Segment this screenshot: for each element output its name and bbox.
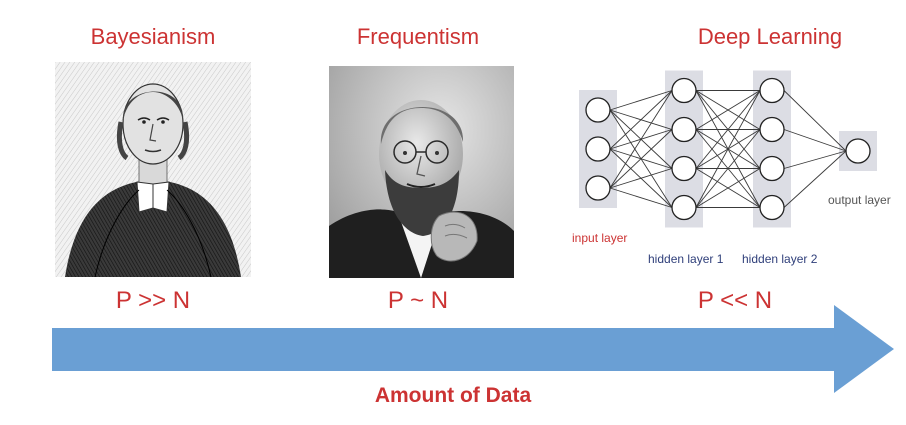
- network-node-layer-1: [672, 196, 696, 220]
- ratio-bayesianism: P >> N: [115, 287, 191, 314]
- title-frequentism: Frequentism: [356, 24, 480, 49]
- fisher-portrait: [329, 66, 514, 278]
- network-node-layer-2: [760, 79, 784, 103]
- network-node-layer-1: [672, 157, 696, 181]
- amount-of-data-caption: Amount of Data: [374, 384, 532, 407]
- bayes-portrait: [55, 62, 251, 277]
- network-node-layer-0: [586, 137, 610, 161]
- network-edge: [610, 188, 672, 208]
- title-deep-learning: Deep Learning: [697, 24, 843, 49]
- network-edge: [610, 169, 672, 189]
- network-node-layer-2: [760, 196, 784, 220]
- network-edge: [784, 130, 846, 152]
- input-layer-label: input layer: [572, 231, 628, 245]
- ratio-deep-learning: P << N: [697, 287, 773, 314]
- network-edge: [610, 130, 672, 189]
- network-node-layer-2: [760, 118, 784, 142]
- network-node-layer-2: [760, 157, 784, 181]
- network-node-layer-1: [672, 118, 696, 142]
- arrow-shape: [52, 305, 894, 393]
- network-node-layer-0: [586, 176, 610, 200]
- network-edges: [610, 91, 846, 208]
- network-node-layer-1: [672, 79, 696, 103]
- network-node-layer-0: [586, 98, 610, 122]
- hidden-layer-2-label: hidden layer 2: [742, 252, 818, 266]
- network-edge: [610, 91, 672, 189]
- ratio-frequentism: P ~ N: [387, 287, 449, 314]
- network-edge: [610, 91, 672, 111]
- network-edge: [784, 91, 846, 152]
- network-node-layer-3: [846, 139, 870, 163]
- network-edge: [610, 91, 672, 150]
- output-layer-label: output layer: [828, 193, 891, 207]
- hidden-layer-1-label: hidden layer 1: [648, 252, 724, 266]
- neural-network-diagram: [560, 60, 906, 275]
- title-bayesianism: Bayesianism: [90, 24, 216, 49]
- data-amount-arrow: [52, 305, 894, 393]
